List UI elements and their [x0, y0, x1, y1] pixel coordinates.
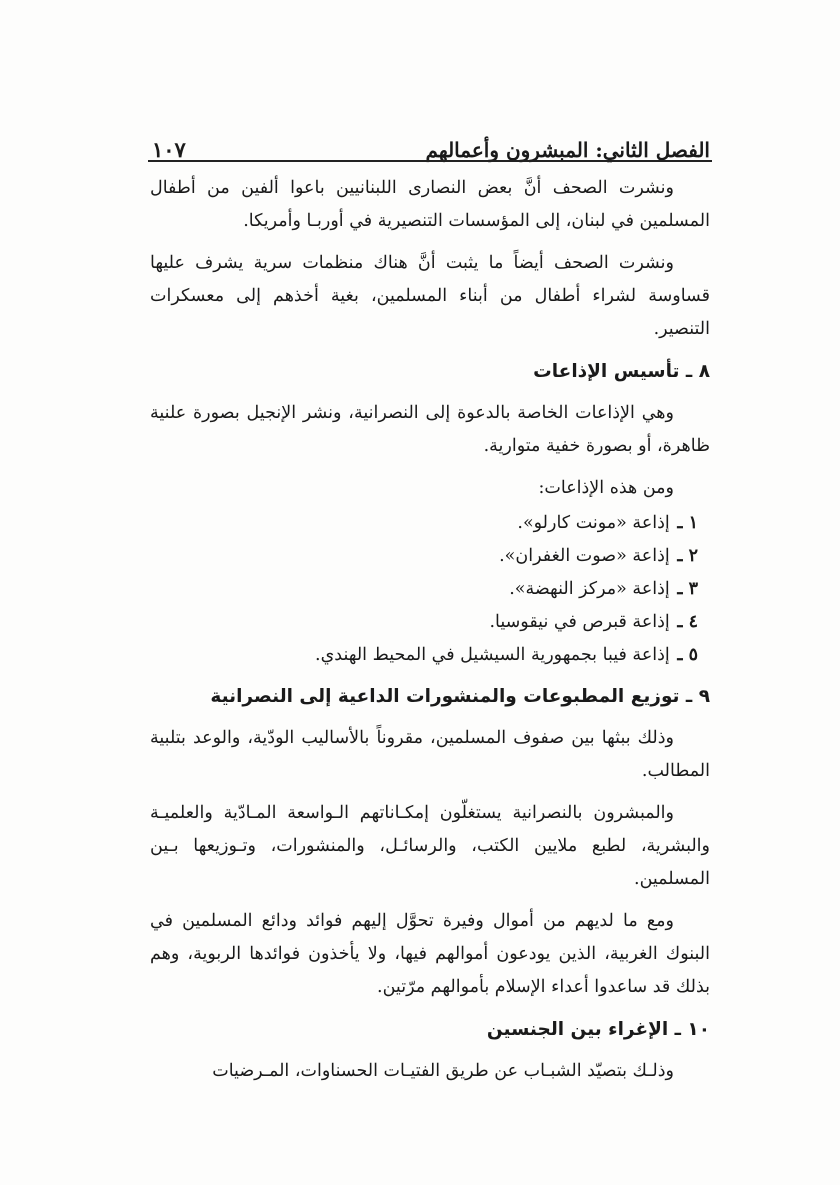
page-header: [150, 126, 710, 160]
list-number: ٤ ـ: [677, 612, 698, 632]
paragraph: ومن هذه الإذاعات:: [538, 478, 674, 498]
section-heading: ٨ ـ تأسيس الإذاعات: [533, 361, 710, 382]
paragraph: وذلك ببثها بين صفوف المسلمين، مقروناً بالأساليب الودّية، والوعد بتلبية المطالب.: [150, 728, 710, 781]
list-text: إذاعة «مونت كارلو».: [517, 513, 670, 533]
list-text: إذاعة قبرص في نيقوسيا.: [489, 612, 670, 632]
chapter-title: الفصل الثاني: المبشرون وأعمالهم: [425, 138, 710, 162]
paragraph: وهي الإذاعات الخاصة بالدعوة إلى النصرانية، ونشر الإنجيل بصورة علنية ظاهرة، أو بصورة خفية متوارية.: [150, 403, 710, 456]
list-item: [150, 540, 698, 573]
list-number: ٢ ـ: [677, 546, 698, 566]
list-text: إذاعة «صوت الغفران».: [499, 546, 670, 566]
section-heading: ٩ ـ توزيع المطبوعات والمنشورات الداعية إلى النصرانية: [210, 686, 710, 707]
paragraph: وذلـك بتصيّد الشبـاب عن طريق الفتيـات الحسناوات، المـرضيات: [212, 1061, 674, 1081]
list-number: ٣ ـ: [677, 579, 698, 599]
paragraph: ونشرت الصحف أنَّ بعض النصارى اللبنانيين باعوا ألفين من أطفال المسلمين في لبنان، إلى المؤسسات التنصيرية في أوربـا وأمريكا.: [150, 178, 710, 231]
list-item: [150, 606, 698, 639]
page-body: [150, 172, 710, 1097]
list-item: [150, 639, 698, 672]
list-item: [150, 573, 698, 606]
list-item: [150, 507, 698, 540]
list-text: إذاعة فيبا بجمهورية السيشيل في المحيط الهندي.: [315, 645, 670, 665]
station-list: [150, 507, 710, 672]
paragraph: والمبشرون بالنصرانية يستغلّون إمكـاناتهم الـواسعة المـادّية والعلميـة والبشرية، لطبع ملايين الكتب، والرسائـل، والمنشورات، وتـوزيعها بـين المسلمين.: [150, 803, 710, 889]
paragraph: ومع ما لديهم من أموال وفيرة تحوَّل إليهم فوائد ودائع المسلمين في البنوك الغربية، الذين يودعون أموالهم فيها، ولا يأخذون فوائدها الربوية، وهم بذلك قد ساعدوا أعداء الإسلام بأموالهم مرّتين.: [150, 911, 710, 997]
list-text: إذاعة «مركز النهضة».: [509, 579, 670, 599]
list-number: ١ ـ: [677, 513, 698, 533]
section-heading: ١٠ ـ الإغراء بين الجنسين: [486, 1019, 710, 1040]
header-rule: [148, 160, 712, 162]
page-number: ١٠٧: [152, 137, 186, 162]
list-number: ٥ ـ: [677, 645, 698, 665]
paragraph: ونشرت الصحف أيضاً ما يثبت أنَّ هناك منظمات سرية يشرف عليها قساوسة لشراء أطفال من أبناء المسلمين، بغية أخذهم إلى معسكرات التنصير.: [150, 253, 710, 339]
